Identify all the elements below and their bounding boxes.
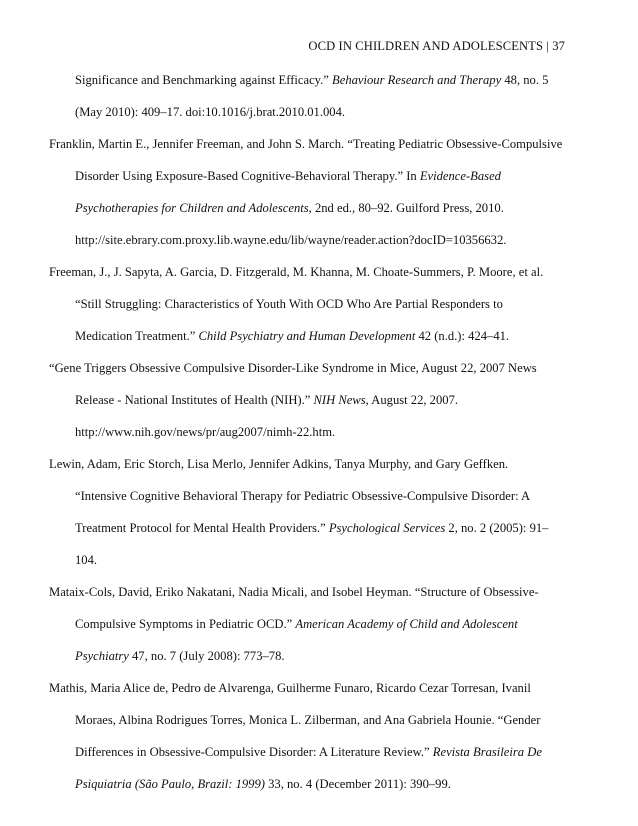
bibliography-line: Disorder Using Exposure-Based Cognitive-Behavioral Therapy.” In Evidence-Based bbox=[75, 169, 501, 183]
bibliography-line: Significance and Benchmarking against Efficacy.” Behaviour Research and Therapy 48, no. 5 bbox=[75, 73, 549, 87]
bibliography-line: Mataix-Cols, David, Eriko Nakatani, Nadia Micali, and Isobel Heyman. “Structure of Obsessive- bbox=[49, 585, 539, 599]
bibliography-line: “Gene Triggers Obsessive Compulsive Disorder-Like Syndrome in Mice, August 22, 2007 News bbox=[49, 361, 537, 375]
running-head: OCD IN CHILDREN AND ADOLESCENTS | 37 bbox=[308, 39, 565, 53]
bibliography-line: http://www.nih.gov/news/pr/aug2007/nimh-22.htm. bbox=[75, 425, 336, 439]
bibliography-line: “Still Struggling: Characteristics of Youth With OCD Who Are Partial Responders to bbox=[75, 297, 503, 311]
bibliography-line: Moraes, Albina Rodrigues Torres, Monica L. Zilberman, and Ana Gabriela Hounie. “Gender bbox=[75, 713, 541, 727]
bibliography-line: 104. bbox=[75, 553, 98, 567]
bibliography-line: Release - National Institutes of Health (NIH).” NIH News, August 22, 2007. bbox=[75, 393, 459, 407]
bibliography-line: Mathis, Maria Alice de, Pedro de Alvarenga, Guilherme Funaro, Ricardo Cezar Torresan, Ivanil bbox=[49, 681, 531, 695]
bibliography-line: (May 2010): 409–17. doi:10.1016/j.brat.2010.01.004. bbox=[75, 105, 346, 119]
bibliography-line: Franklin, Martin E., Jennifer Freeman, and John S. March. “Treating Pediatric Obsessive-Compulsive bbox=[49, 137, 563, 151]
bibliography-line: Psiquiatria (São Paulo, Brazil: 1999) 33, no. 4 (December 2011): 390–99. bbox=[75, 777, 451, 791]
bibliography-line: Lewin, Adam, Eric Storch, Lisa Merlo, Jennifer Adkins, Tanya Murphy, and Gary Geffken. bbox=[49, 457, 509, 471]
bibliography-line: “Intensive Cognitive Behavioral Therapy for Pediatric Obsessive-Compulsive Disorder: A bbox=[75, 489, 531, 503]
bibliography-line: Differences in Obsessive-Compulsive Disorder: A Literature Review.” Revista Brasileira De bbox=[75, 745, 542, 759]
bibliography-line: Freeman, J., J. Sapyta, A. Garcia, D. Fitzgerald, M. Khanna, M. Choate-Summers, P. Moore, et al. bbox=[49, 265, 544, 279]
bibliography-line: Psychiatry 47, no. 7 (July 2008): 773–78. bbox=[75, 649, 285, 663]
bibliography-line: Medication Treatment.” Child Psychiatry and Human Development 42 (n.d.): 424–41. bbox=[75, 329, 510, 343]
bibliography-line: Compulsive Symptoms in Pediatric OCD.” American Academy of Child and Adolescent bbox=[75, 617, 518, 631]
bibliography-line: Treatment Protocol for Mental Health Providers.” Psychological Services 2, no. 2 (2005): 91– bbox=[75, 521, 549, 535]
bibliography-line: http://site.ebrary.com.proxy.lib.wayne.edu/lib/wayne/reader.action?docID=10356632. bbox=[75, 233, 507, 247]
bibliography-line: Psychotherapies for Children and Adolescents, 2nd ed., 80–92. Guilford Press, 2010. bbox=[75, 201, 504, 215]
